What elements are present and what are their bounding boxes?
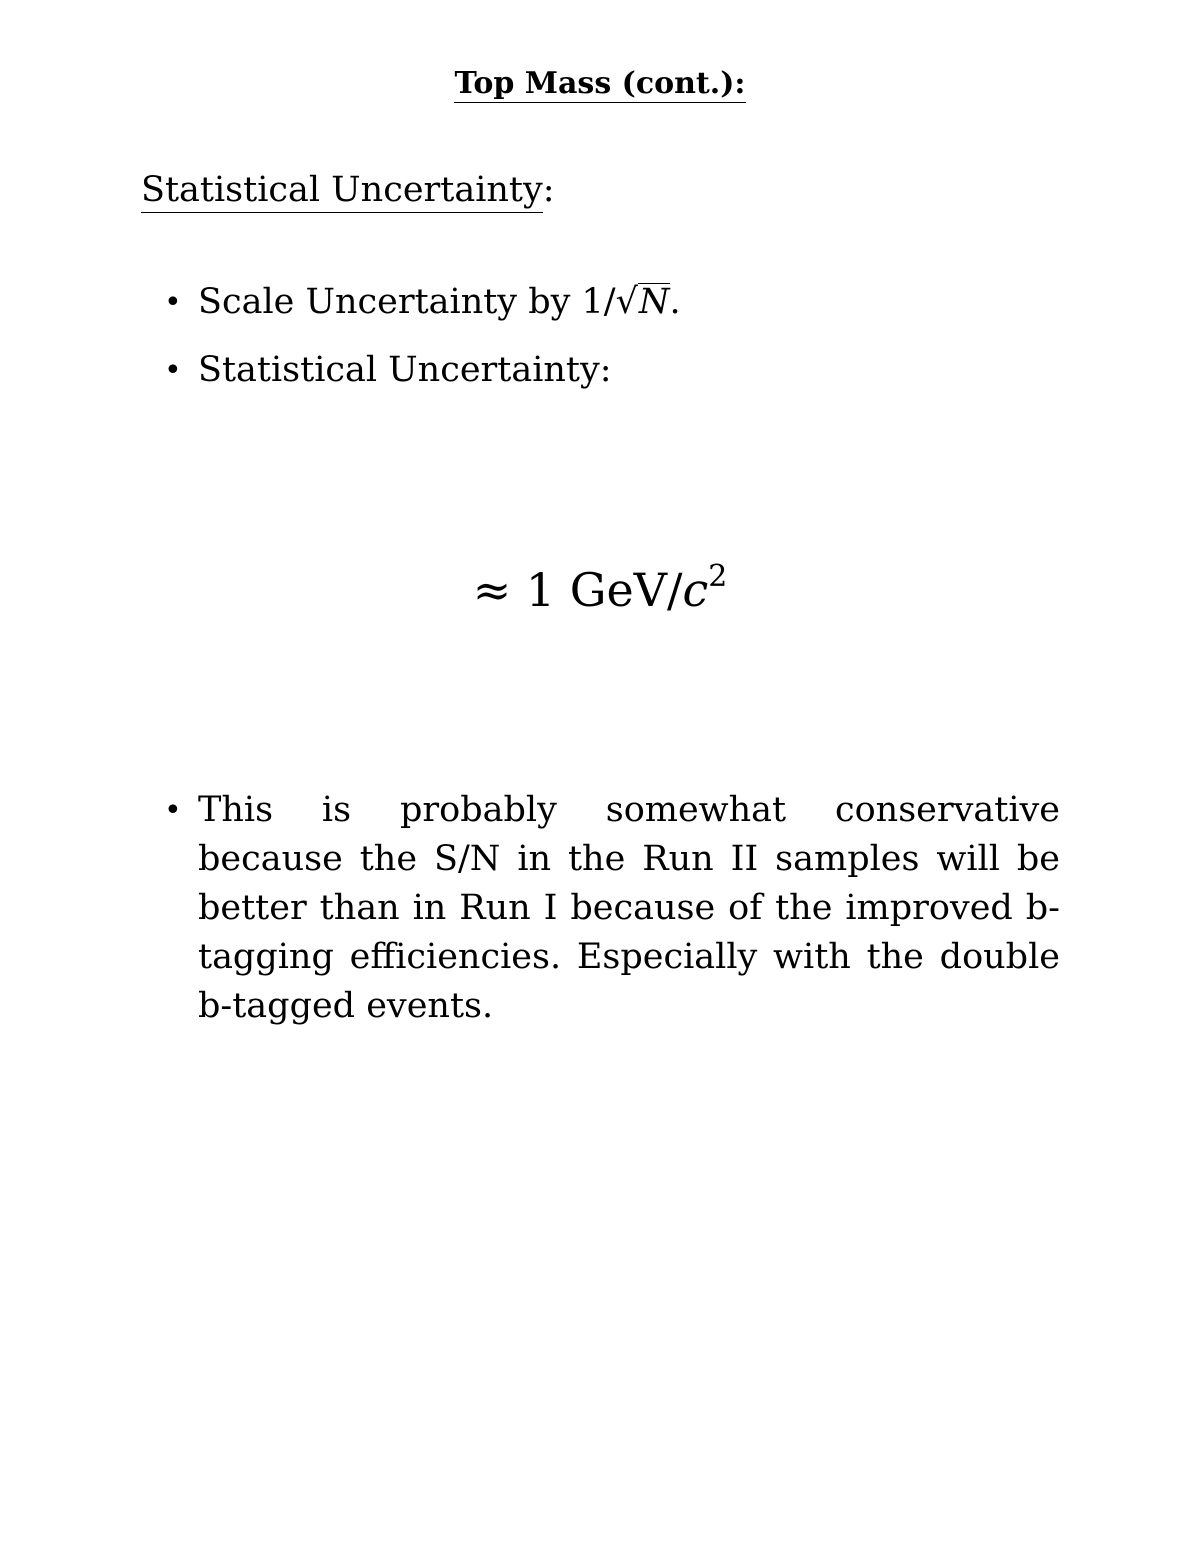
page-title — [0, 64, 1200, 104]
formula-value: 1 — [525, 563, 556, 617]
formula-variable: c — [682, 563, 709, 617]
list-item — [164, 278, 681, 327]
bullet-icon: • — [164, 793, 182, 828]
page-title-text: Top Mass (cont.): — [454, 66, 746, 101]
formula-unit: GeV/ — [569, 563, 683, 617]
radical-sign: √ — [615, 282, 638, 322]
section-heading-colon: : — [542, 170, 555, 210]
list-item-text — [198, 278, 681, 327]
list-item — [164, 786, 1060, 1031]
radicand: N — [638, 282, 670, 322]
formula-exponent: 2 — [708, 559, 728, 594]
list-item — [164, 346, 612, 395]
square-root — [616, 278, 670, 327]
bullet-1-prefix: Scale Uncertainty by 1/ — [198, 282, 616, 322]
section-heading — [141, 166, 555, 214]
approx-symbol: ≈ — [472, 563, 512, 617]
bullet-icon: • — [164, 285, 182, 320]
formula — [0, 560, 1200, 620]
list-item-text: This is probably somewhat conservative because the S/N in the Run II samples will be better than in Run I because of the improved b-tagging efficiencies. Especially with the double b-tagged events. — [198, 790, 1060, 1026]
bullet-icon: • — [164, 353, 182, 388]
section-heading-text: Statistical Uncertainty — [141, 170, 543, 213]
bullet-1-suffix: . — [669, 282, 681, 322]
list-item-text: Statistical Uncertainty: — [198, 350, 612, 390]
